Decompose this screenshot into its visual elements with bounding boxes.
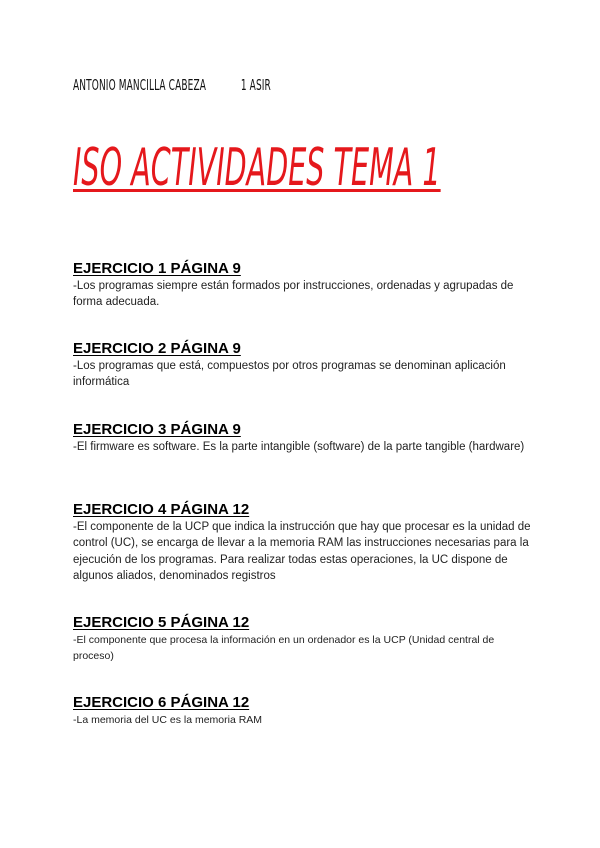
exercise-title: EJERCICIO 5 PÁGINA 12	[73, 614, 250, 631]
document-header	[73, 76, 271, 94]
exercise-6	[73, 694, 533, 728]
exercise-2	[73, 340, 533, 391]
exercise-answer: -Los programas siempre están formados por instrucciones, ordenadas y agrupadas de forma adecuada.	[73, 280, 514, 309]
exercise-1	[73, 260, 533, 311]
exercise-answer: -El componente de la UCP que indica la instrucción que hay que procesar es la unidad de control (UC), se encarga de llevar a la memoria RAM las instrucciones necesarias para la ejecución de los programas. Para realizar todas estas operaciones, la UC dispone de algunos aliados, denominados registros	[73, 521, 531, 583]
exercise-answer: -La memoria del UC es la memoria RAM	[73, 714, 263, 726]
exercise-answer: -Los programas que está, compuestos por otros programas se denominan aplicación informática	[73, 360, 506, 389]
exercise-3	[73, 421, 533, 455]
exercise-title: EJERCICIO 6 PÁGINA 12	[73, 694, 250, 711]
exercise-4	[73, 501, 533, 585]
course-name: 1 ASIR	[240, 76, 271, 94]
exercise-5	[73, 614, 533, 665]
exercise-title: EJERCICIO 2 PÁGINA 9	[73, 340, 241, 357]
exercise-title: EJERCICIO 3 PÁGINA 9	[73, 421, 241, 438]
exercise-answer: -El firmware es software. Es la parte intangible (software) de la parte tangible (hardware)	[73, 441, 525, 453]
document-title: ISO ACTIVIDADES TEMA 1	[73, 138, 441, 198]
exercise-answer: -El componente que procesa la información en un ordenador es la UCP (Unidad central de proceso)	[73, 634, 495, 663]
exercise-title: EJERCICIO 4 PÁGINA 12	[73, 501, 250, 518]
author-name: ANTONIO MANCILLA CABEZA	[73, 76, 207, 94]
exercise-title: EJERCICIO 1 PÁGINA 9	[73, 260, 241, 277]
